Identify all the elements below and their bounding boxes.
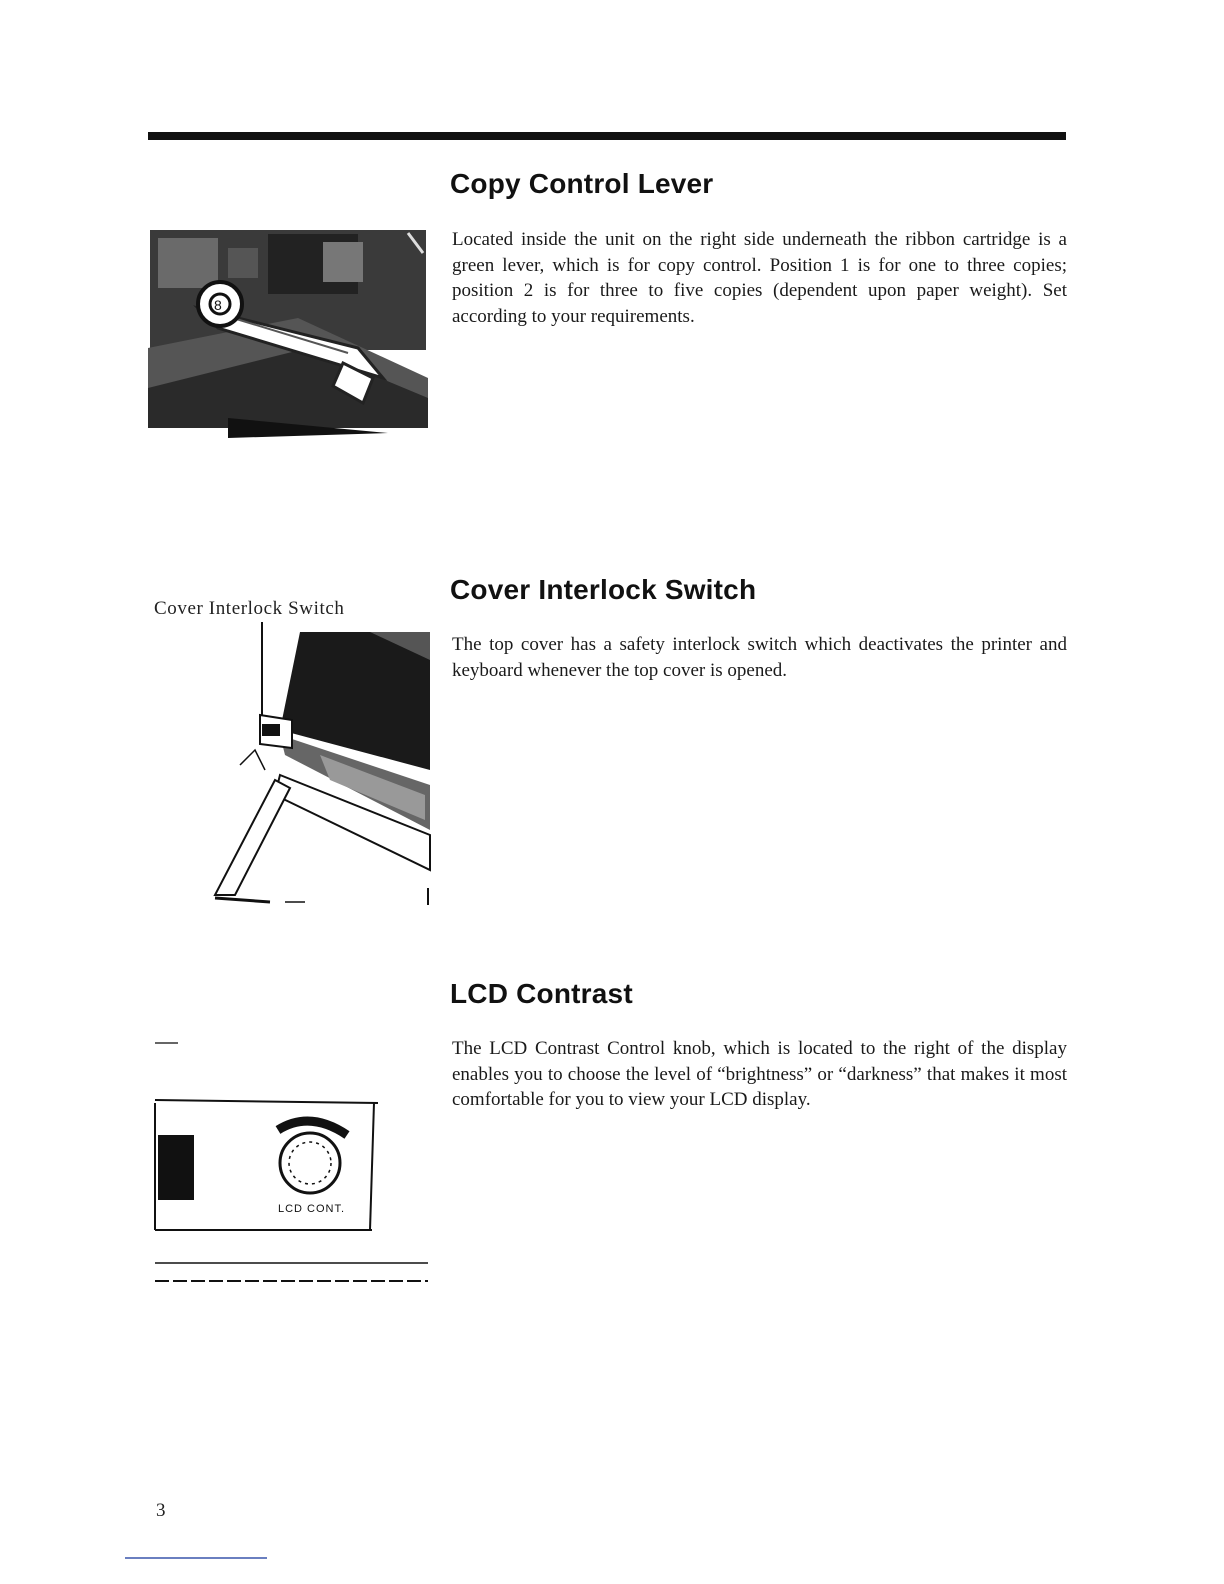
- lcd-contrast-knob-illustration: [150, 1035, 435, 1295]
- section-title-copy-control-lever: Copy Control Lever: [450, 168, 714, 199]
- cover-interlock-switch-caption: Cover Interlock Switch: [154, 598, 345, 619]
- lcd-knob-label: LCD CONT.: [278, 1203, 346, 1215]
- page-number: 3: [156, 1500, 166, 1521]
- top-rule: [148, 132, 1066, 140]
- svg-text:8: 8: [214, 297, 222, 313]
- section-body-cover-interlock-switch: The top cover has a safety interlock switch which deactivates the printer and keyboard whenever the top cover is opened.: [452, 634, 1067, 681]
- section-title-lcd-contrast: LCD Contrast: [450, 978, 633, 1009]
- section-body-lcd-contrast: The LCD Contrast Control knob, which is located to the right of the display enables you to choose the level of “brightness” or “darkness” that makes it most comfortable for you to view your LCD display.: [452, 1038, 1067, 1110]
- section-title-cover-interlock-switch: Cover Interlock Switch: [450, 574, 757, 605]
- bottom-rule: [125, 1557, 267, 1559]
- copy-control-lever-photo: [148, 228, 433, 440]
- section-body-copy-control-lever: Located inside the unit on the right side underneath the ribbon cartridge is a green lever, which is for copy control. Position 1 is for one to three copies; position 2 is for three to five copies (dependent upon paper weight). Set according to your requirements.: [452, 229, 1067, 327]
- cover-interlock-switch-photo: [200, 620, 435, 910]
